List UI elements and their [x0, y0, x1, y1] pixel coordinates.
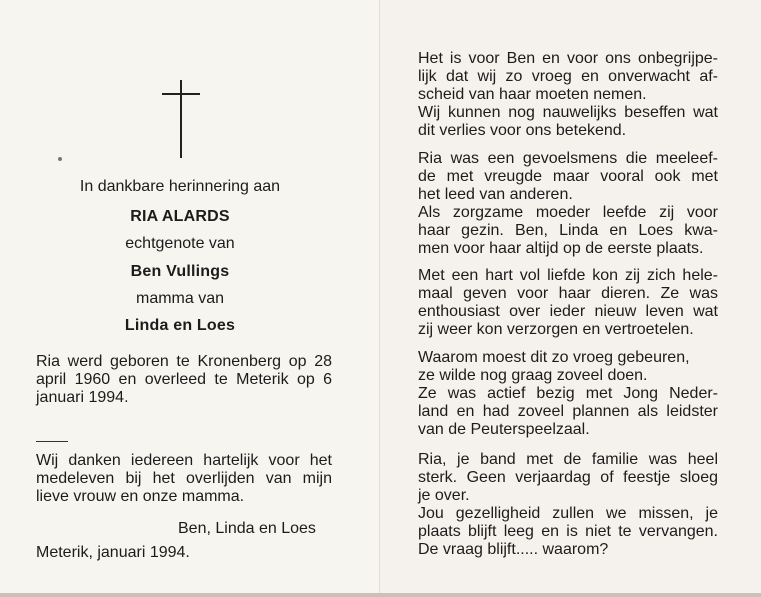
mother-label: mamma van — [135, 290, 225, 307]
thanks-paragraph — [36, 452, 332, 506]
cross-horizontal-bar — [162, 93, 200, 95]
text-line: je over. — [418, 487, 470, 504]
text-line: maal geven voor haar dieren. Ze was — [418, 285, 718, 302]
thanks-line: lieve vrouw en onze mamma. — [36, 488, 245, 505]
text-line: het leed van anderen. — [418, 186, 573, 203]
text-line: ze wilde nog graag zoveel doen. — [418, 367, 648, 384]
text-line: de met vreugde maar vooral ook met — [418, 168, 718, 185]
signature: Ben, Linda en Loes — [178, 520, 316, 537]
text-line: Waarom moest dit zo vroeg gebeuren, — [418, 349, 690, 366]
children-names: Linda en Loes — [124, 317, 236, 334]
text-line: Ria, je band met de familie was heel — [418, 451, 718, 468]
text-line: men voor haar altijd op de eerste plaats. — [418, 240, 704, 257]
text-line: scheid van haar moeten nemen. — [418, 86, 647, 103]
text-line: De vraag blijft..... waarom? — [418, 541, 609, 558]
text-line: Wij kunnen nog nauwelijks beseffen wat — [418, 104, 718, 121]
birth-death-paragraph — [36, 353, 332, 407]
intro-text: In dankbare herinnering aan — [79, 178, 281, 195]
text-line: van de Peuterspeelzaal. — [418, 421, 590, 438]
text-line: Als zorgzame moeder leefde zij voor — [418, 204, 718, 221]
text-line: land en had zoveel plannen als leidster — [418, 403, 718, 420]
text-line: lijk dat wij zo vroeg en onverwacht af- — [418, 68, 718, 85]
deceased-name: RIA ALARDS — [130, 208, 230, 225]
birth-line: april 1960 en overleed te Meterik op 6 — [36, 371, 332, 388]
thanks-line: medeleven bij het overlijden van mijn — [36, 470, 332, 487]
birth-line: januari 1994. — [36, 389, 129, 406]
text-line: Het is voor Ben en voor ons onbegrijpe- — [418, 50, 718, 67]
paragraph-1 — [418, 50, 718, 140]
text-line: sterk. Geen verjaardag of feestje sloeg — [418, 469, 718, 486]
paragraph-2 — [418, 150, 718, 258]
divider-line — [36, 441, 68, 442]
left-page — [0, 0, 380, 597]
paragraph-3 — [418, 267, 718, 339]
text-line: zij weer kon verzorgen en vertroetelen. — [418, 321, 694, 338]
birth-line: Ria werd geboren te Kronenberg op 28 — [36, 353, 332, 370]
text-line: Jou gezelligheid zullen we missen, je — [418, 505, 718, 522]
cross-vertical-bar — [180, 80, 182, 158]
spouse-name: Ben Vullings — [130, 263, 230, 280]
right-page — [380, 0, 761, 597]
spouse-label: echtgenote van — [125, 235, 235, 252]
thanks-line: Wij danken iedereen hartelijk voor het — [36, 452, 332, 469]
text-line: Ria was een gevoelsmens die meeleef- — [418, 150, 718, 167]
text-line: plaats blijft leeg en is niet te vervangen. — [418, 523, 718, 540]
text-line: haar gezin. Ben, Linda en Loes kwa- — [418, 222, 718, 239]
paragraph-4 — [418, 349, 718, 439]
text-line: Met een hart vol liefde kon zij zich hele- — [418, 267, 718, 284]
cross-icon — [162, 80, 200, 158]
text-line: dit verlies voor ons betekend. — [418, 122, 627, 139]
paragraph-5 — [418, 451, 718, 559]
place-date: Meterik, januari 1994. — [36, 544, 190, 561]
text-line: Ze was actief bezig met Jong Neder- — [418, 385, 718, 402]
print-speck — [58, 157, 62, 161]
text-line: enthousiast over ieder nieuw leven wat — [418, 303, 718, 320]
card-bottom-edge — [0, 593, 761, 597]
